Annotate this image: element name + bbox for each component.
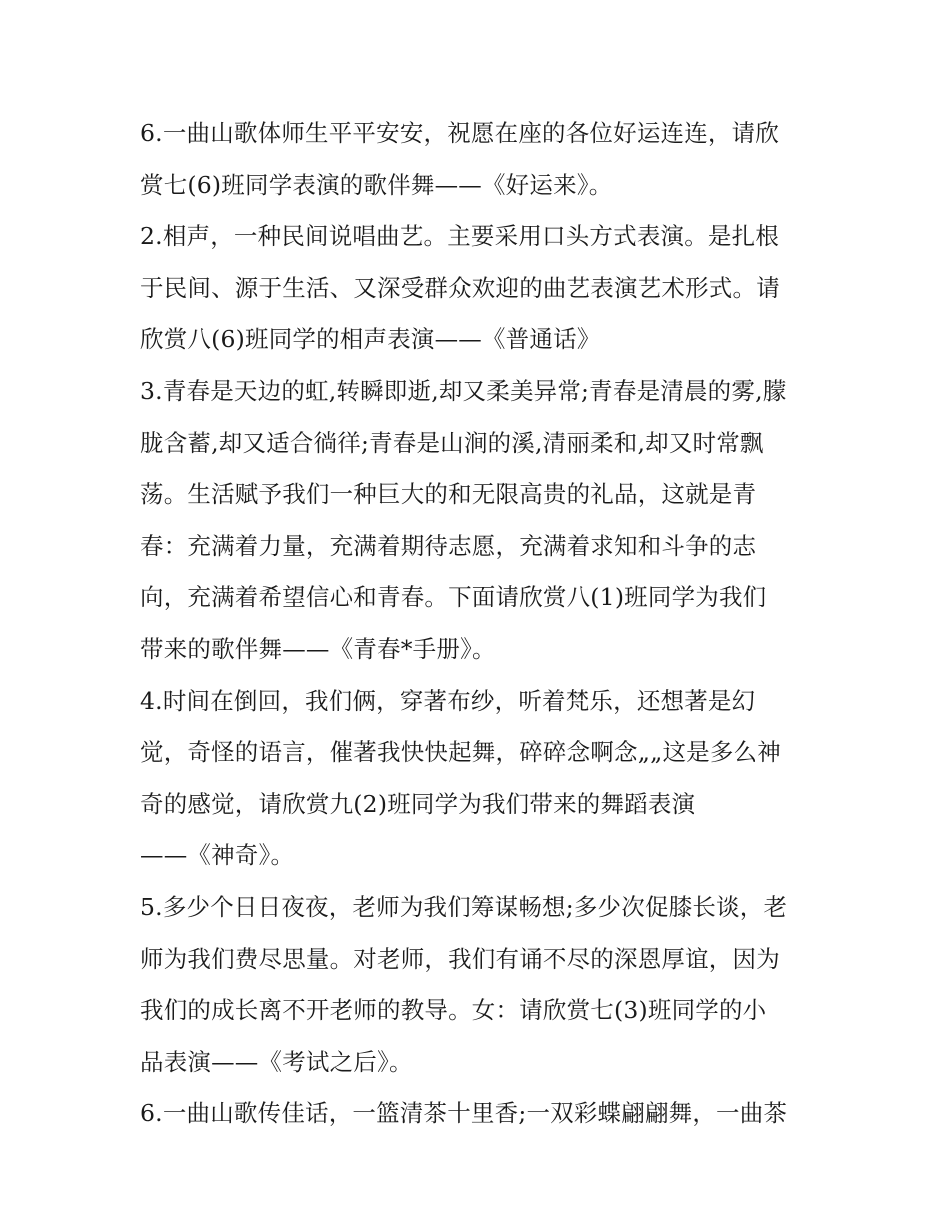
text-line: 荡。生活赋予我们一种巨大的和无限高贵的礼品，这就是青 [140,480,757,509]
text-line: ——《神奇》。 [140,841,295,870]
text-line: 6.一曲山歌传佳话，一篮清茶十里香;一双彩蝶翩翩舞，一曲茶 [140,1099,788,1128]
text-line: 5.多少个日日夜夜，老师为我们筹谋畅想;多少次促膝长谈，老 [140,892,788,921]
text-line: 3.青春是天边的虹,转瞬即逝,却又柔美异常;青春是清晨的雾,朦 [140,376,787,405]
text-line: 我们的成长离不开老师的教导。女：请欣赏七(3)班同学的小 [140,996,767,1025]
text-line: 品表演——《考试之后》。 [140,1047,413,1076]
text-line: 带来的歌伴舞——《青春*手册》。 [140,634,496,663]
text-line: 4.时间在倒回，我们俩，穿著布纱，听着梵乐，还想著是幻 [140,686,756,715]
text-line: 欣赏八(6)班同学的相声表演——《普通话》 [140,325,601,354]
document-body [140,108,820,1140]
text-line: 春：充满着力量，充满着期待志愿，充满着求知和斗争的志 [140,531,757,560]
text-line: 向，充满着希望信心和青春。下面请欣赏八(1)班同学为我们 [140,583,767,612]
text-line: 赏七(6)班同学表演的歌伴舞——《好运来》。 [140,170,613,199]
text-line: 觉，奇怪的语言，催著我快快起舞，碎碎念啊念„„这是多么神 [140,738,781,767]
text-line: 于民间、源于生活、又深受群众欢迎的曲艺表演艺术形式。请 [140,273,780,302]
text-line: 奇的感觉，请欣赏九(2)班同学为我们带来的舞蹈表演 [140,789,696,818]
text-line: 师为我们费尽思量。对老师，我们有诵不尽的深恩厚谊，因为 [140,944,780,973]
text-line: 6.一曲山歌体师生平平安安，祝愿在座的各位好运连连，请欣 [140,119,780,147]
text-line: 2.相声，一种民间说唱曲艺。主要采用口头方式表演。是扎根 [140,222,780,251]
text-line: 胧含蓄,却又适合徜徉;青春是山涧的溪,清丽柔和,却又时常飘 [140,428,764,457]
